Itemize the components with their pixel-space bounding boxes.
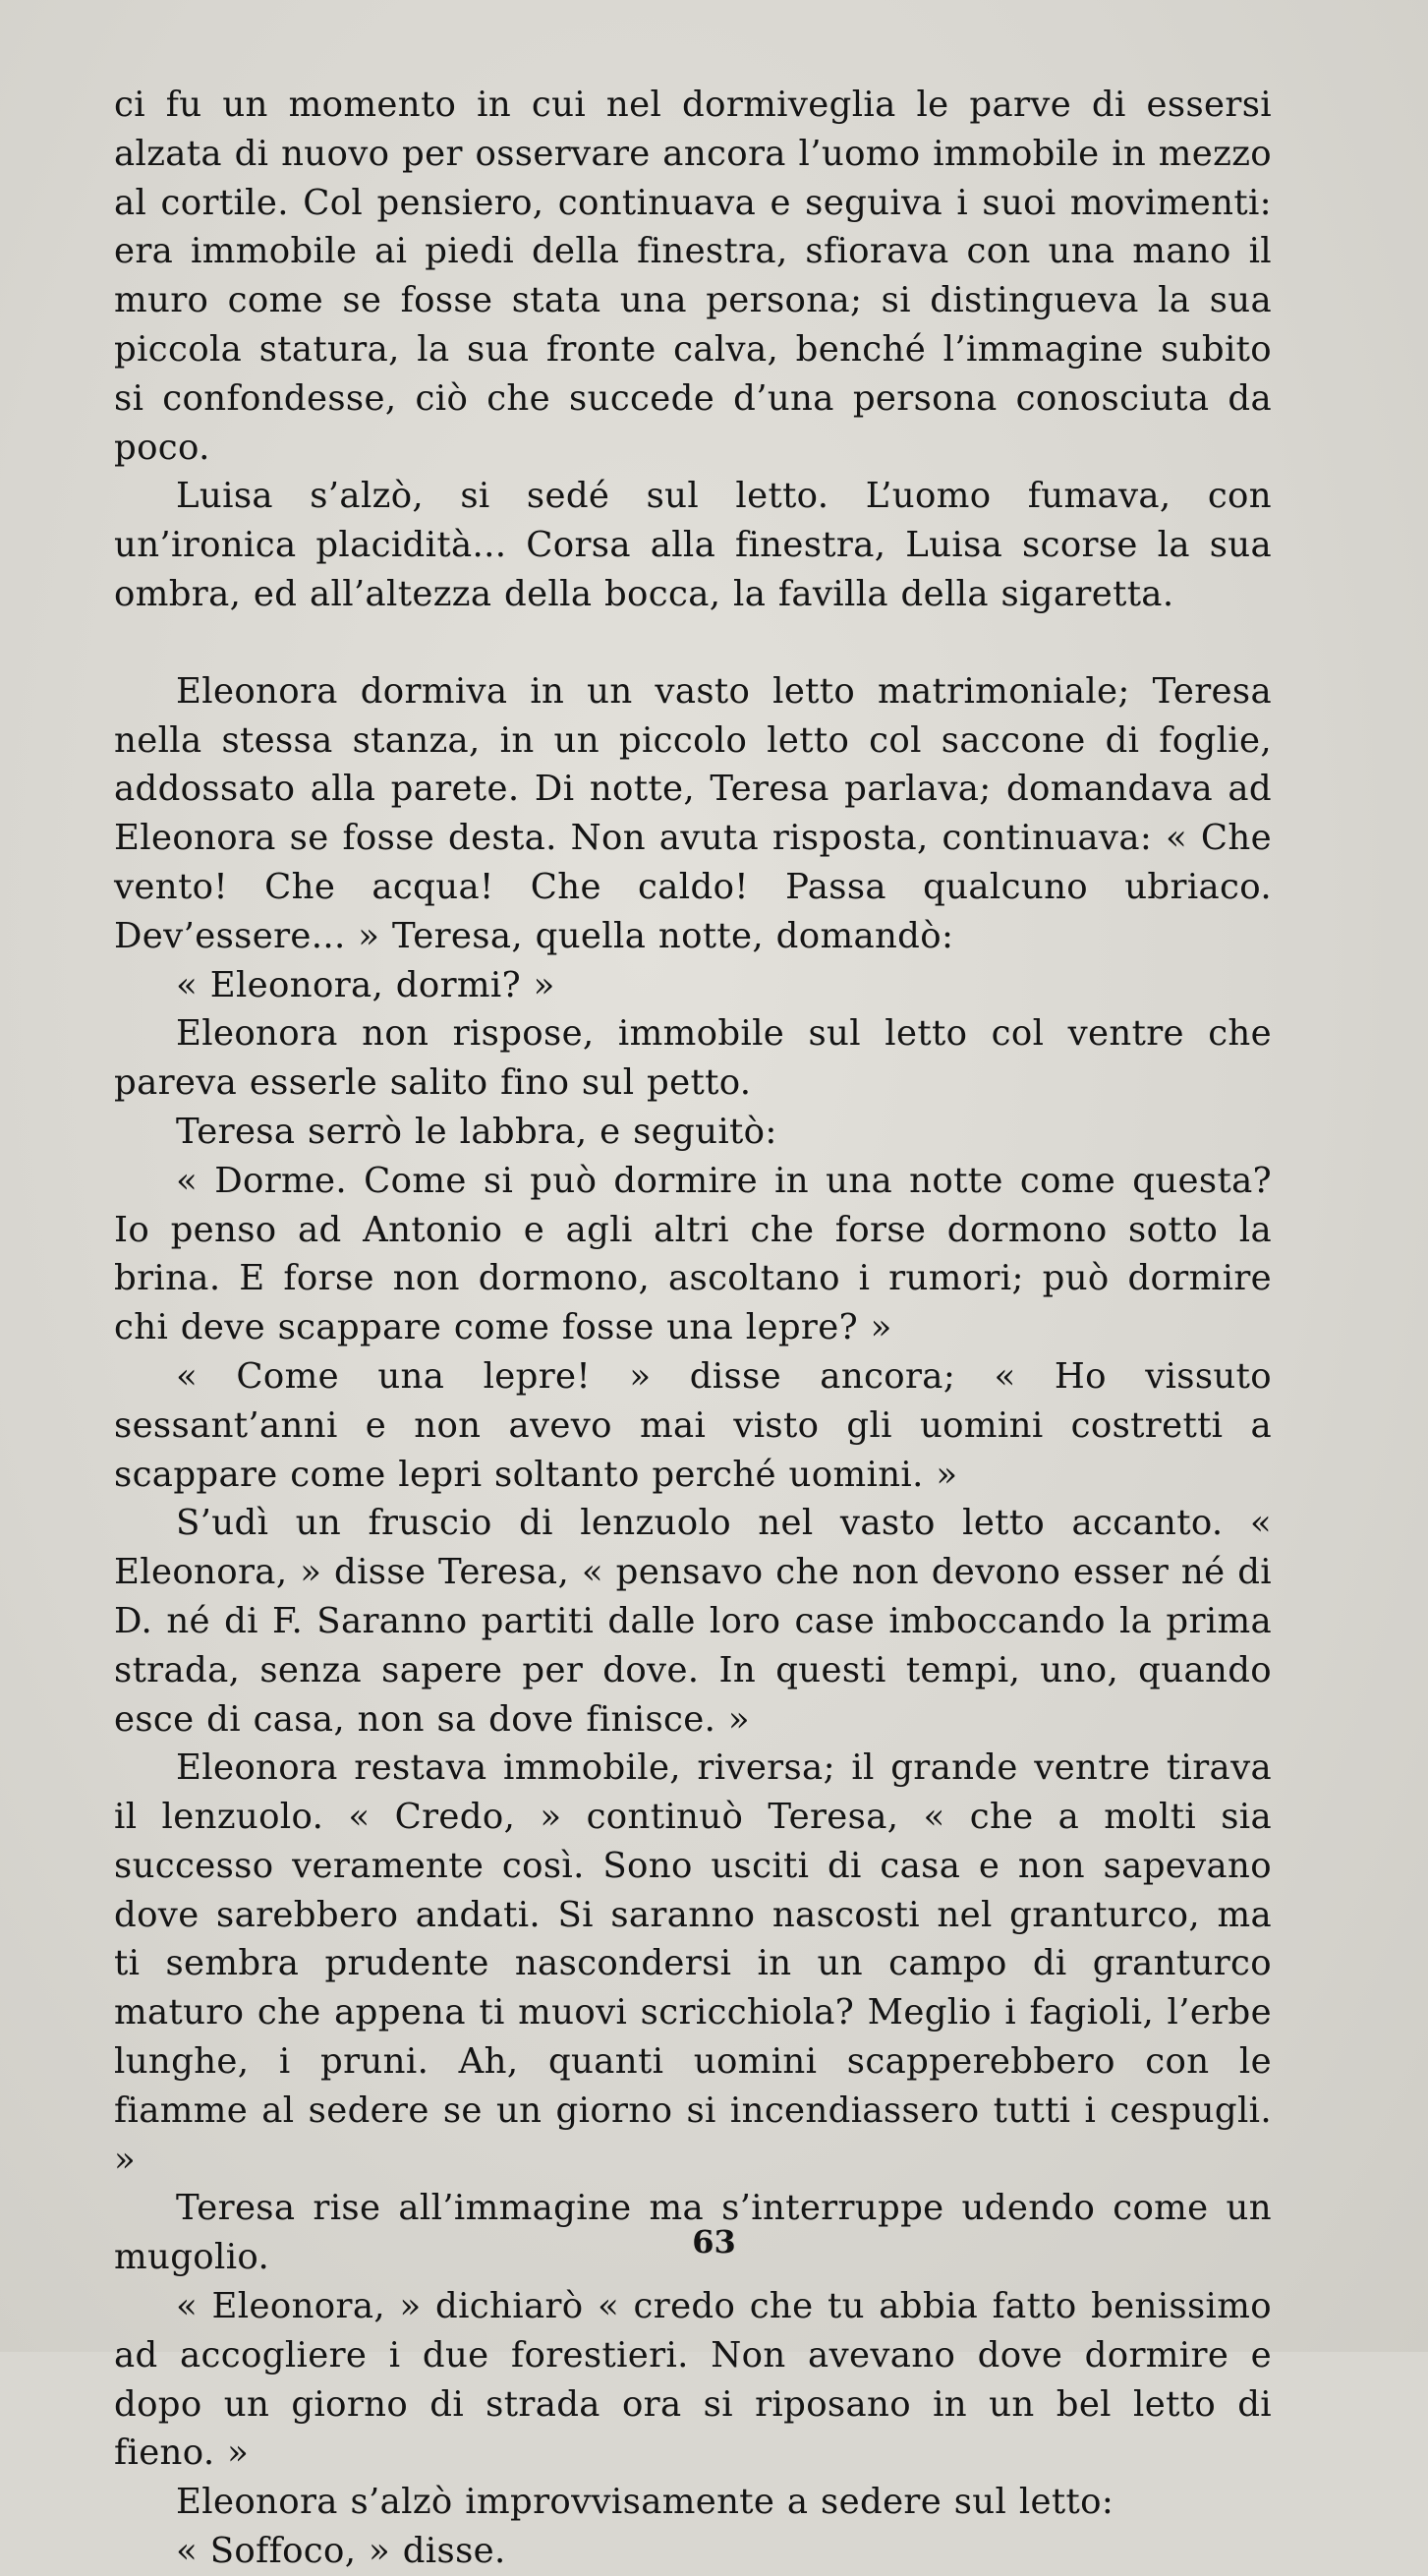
paragraph: Teresa serrò le labbra, e seguitò: xyxy=(176,1111,777,1152)
paragraph: « Eleonora, dormi? » xyxy=(176,964,555,1005)
paragraph: « Dorme. Come si può dormire in una notte come questa? Io penso ad Antonio e agli altri che forse dormono sotto la brina. E forse non dormono, ascoltano i rumori; può dormire chi deve scappare come fosse una lepre? » xyxy=(114,1160,1272,1348)
paragraph: Luisa s’alzò, si sedé sul letto. L’uomo fumava, con un’ironica placidità... Corsa alla finestra, Luisa scorse la sua ombra, ed all’altezza della bocca, la favilla della sigaretta. xyxy=(114,476,1272,614)
paragraph: Teresa rise all’immagine ma s’interruppe udendo come un mugolio. xyxy=(114,2188,1272,2278)
paragraph: Eleonora s’alzò improvvisamente a sedere sul letto: xyxy=(176,2482,1114,2523)
page-number: 63 xyxy=(692,2223,736,2261)
paragraph: Eleonora non rispose, immobile sul letto col ventre che pareva esserle salito fino sul petto. xyxy=(114,1013,1272,1104)
paragraph: « Soffoco, » disse. xyxy=(176,2531,506,2572)
paragraph: S’udì un fruscio di lenzuolo nel vasto letto accanto. « Eleonora, » disse Teresa, « pensavo che non devono esser né di D. né di F. Saranno partiti dalle loro case imboccando la prima strada, senza sapere per dove. In questi tempi, uno, quando esce di casa, non sa dove finisce. » xyxy=(114,1503,1272,1740)
paragraph: « Come una lepre! » disse ancora; « Ho vissuto sessant’anni e non avevo mai visto gli uomini costretti a scappare come lepri soltanto perché uomini. » xyxy=(114,1355,1272,1495)
paragraph: Eleonora restava immobile, riversa; il grande ventre tirava il lenzuolo. « Credo, » continuò Teresa, « che a molti sia successo veramente così. Sono usciti di casa e non sapevano dove sarebbero andati. Si saranno nascosti nel granturco, ma ti sembra prudente nascondersi in un campo di granturco maturo che appena ti muovi scricchiola? Meglio i fagioli, l’erbe lunghe, i pruni. Ah, quanti uomini scapperebbero con le fiamme al sedere se un giorno si incendiassero tutti i cespugli. » xyxy=(114,1747,1272,2180)
paragraph-section-start: Eleonora dormiva in un vasto letto matrimoniale; Teresa nella stessa stanza, in un piccolo letto col saccone di foglie, addossato alla parete. Di notte, Teresa parlava; domandava ad Eleonora se fosse desta. Non avuta risposta, continuava: « Che vento! Che acqua! Che caldo! Passa qualcuno ubriaco. Dev’essere... » Teresa, quella notte, domandò: xyxy=(114,670,1272,956)
paragraph: « Eleonora, » dichiarò « credo che tu abbia fatto benissimo ad accogliere i due forestieri. Non avevano dove dormire e dopo un giorno di strada ora si riposano in un bel letto di fieno. » xyxy=(114,2286,1272,2474)
paragraph-continuation: ci fu un momento in cui nel dormiveglia le parve di essersi alzata di nuovo per osservare ancora l’uomo immobile in mezzo al cortile. Col pensiero, continuava e seguiva i suoi movimenti: era immobile ai piedi della finestra, sfiorava con una mano il muro come se fosse stata una persona; si distingueva la sua piccola statura, la sua fronte calva, benché l’immagine subito si confondesse, ciò che succede d’una persona conosciuta da poco. xyxy=(114,85,1272,468)
body-text xyxy=(114,81,1272,2576)
